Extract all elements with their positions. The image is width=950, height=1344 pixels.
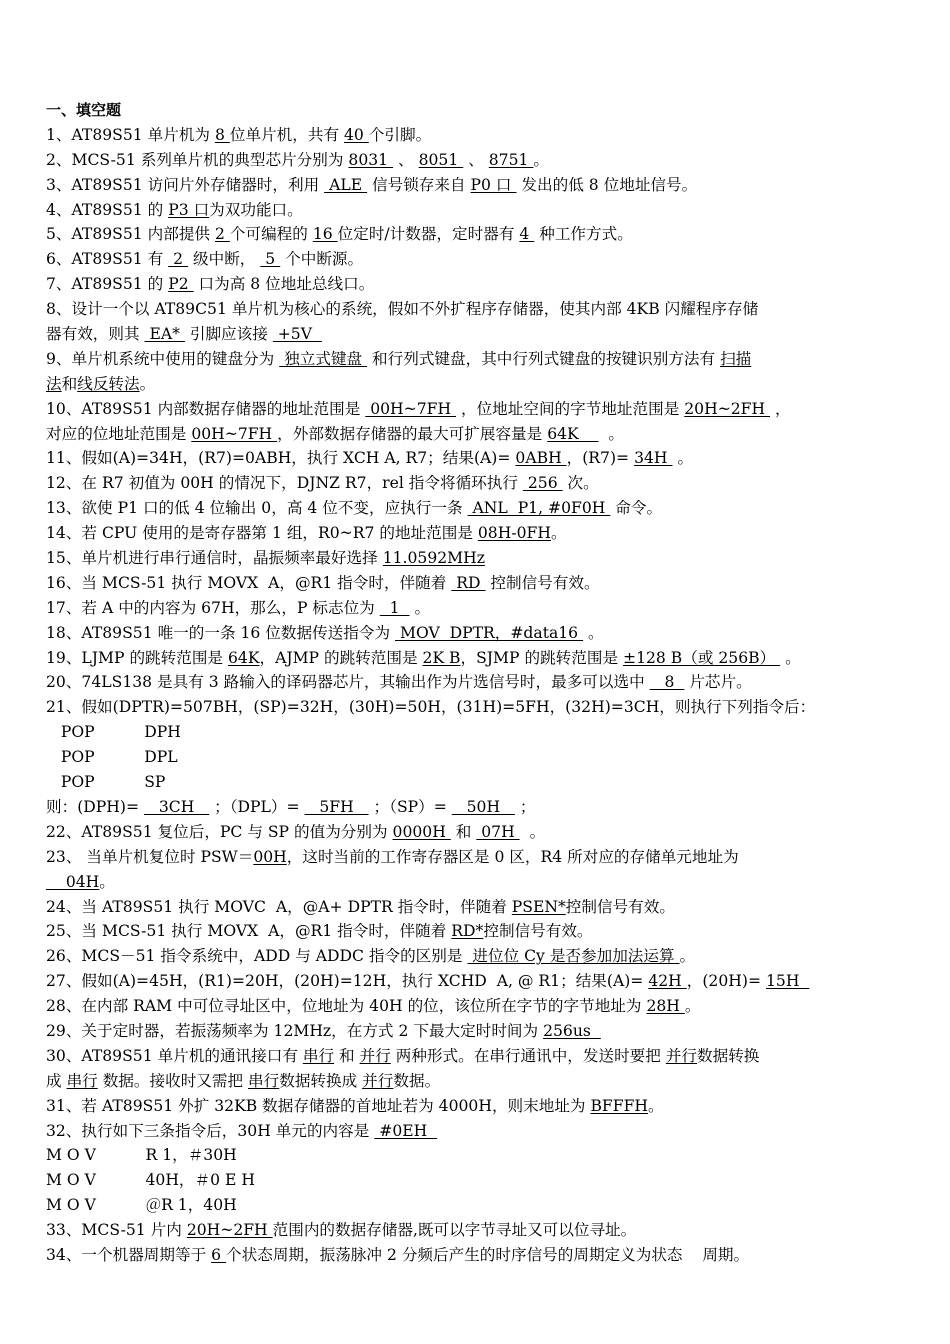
answer-blank: 并行: [359, 1046, 391, 1065]
answer-blank: 07H: [476, 822, 520, 841]
text-segment: 。: [519, 822, 546, 841]
text-segment: 位定时/计数器，定时器有: [337, 225, 520, 244]
text-segment: 位单片机，共有: [229, 125, 344, 144]
text-line: [46, 845, 908, 870]
text-segment: POP DPL: [46, 748, 178, 767]
text-segment: 种工作方式。: [534, 225, 633, 244]
text-segment: 控制信号有效。: [565, 897, 675, 916]
answer-blank: 28H: [646, 997, 685, 1016]
answer-blank: 11.0592MHz: [382, 549, 485, 568]
text-line: [46, 272, 908, 297]
text-segment: ，这时当前的工作寄存器区是 0 区，R4 所对应的存储单元地址为: [286, 847, 739, 866]
text-line: [46, 621, 908, 646]
section-title: 一、填空题: [46, 101, 122, 119]
answer-blank: ALE: [324, 175, 368, 194]
answer-blank: 15H: [765, 972, 810, 991]
text-line: [46, 1044, 908, 1069]
text-segment: 8、设计一个以 AT89C51 单片机为核心的系统，假如不外扩程序存储器，使其内部 4KB 闪耀程序存储: [46, 300, 759, 319]
text-segment: 。: [684, 997, 701, 1016]
text-segment: 片芯片。: [684, 673, 752, 692]
answer-blank: #0EH: [374, 1121, 438, 1140]
text-line: [46, 770, 908, 795]
answer-blank: 法: [46, 374, 62, 393]
text-segment: 33、MCS-51 片内: [46, 1221, 187, 1240]
text-line: [46, 795, 908, 820]
text-segment: ；（SP）=: [368, 797, 452, 816]
text-line: [46, 670, 908, 695]
answer-blank: 独立式键盘: [279, 349, 368, 368]
answer-blank: 0ABH: [515, 449, 567, 468]
answer-blank: RD*: [451, 922, 484, 941]
answer-blank: 00H~7FH: [365, 399, 457, 418]
text-segment: 数据。接收时又需把: [97, 1071, 249, 1090]
text-segment: 28、在内部 RAM 中可位寻址区中，位地址为 40H 的位，该位所在字节的字节地址为: [46, 997, 647, 1016]
text-line: [46, 422, 908, 447]
text-segment: ，(R7)=: [566, 449, 635, 468]
text-segment: 、: [463, 150, 489, 169]
answer-blank: 2K B: [422, 648, 461, 667]
text-segment: 34、一个机器周期等于: [46, 1245, 212, 1264]
text-line: [46, 1119, 908, 1144]
text-line: [46, 471, 908, 496]
text-segment: 和行列式键盘，其中行列式键盘的按键识别方法有: [367, 349, 721, 368]
text-line: [46, 646, 908, 671]
answer-blank: 20H~2FH: [186, 1221, 273, 1240]
text-line: [46, 720, 908, 745]
text-line: [46, 1094, 908, 1119]
text-segment: 2、MCS-51 系列单片机的典型芯片分别为: [46, 150, 349, 169]
text-segment: 级中断，: [188, 250, 261, 269]
text-segment: 23、 当单片机复位时 PSW＝: [46, 847, 254, 866]
text-line: [46, 297, 908, 322]
answer-blank: 3CH: [143, 797, 210, 816]
text-line: [46, 322, 908, 347]
text-line: [46, 123, 908, 148]
text-segment: 14、若 CPU 使用的是寄存器第 1 组，R0~R7 的地址范围是: [46, 524, 478, 543]
answer-blank: 256us: [543, 1021, 601, 1040]
text-segment: 31、若 AT89S51 外扩 32KB 数据存储器的首地址若为 4000H，则末地址为: [46, 1096, 591, 1115]
text-line: [46, 994, 908, 1019]
text-segment: ，AJMP 的跳转范围是: [259, 648, 423, 667]
text-segment: 范围内的数据存储器,既可以字节寻址又可以位寻址。: [272, 1221, 637, 1240]
answer-blank: RD: [451, 573, 486, 592]
text-segment: 两种形式。在串行通讯中，发送时要把: [390, 1046, 666, 1065]
text-line: [46, 1069, 908, 1094]
text-line: [46, 895, 908, 920]
text-segment: 27、假如(A)=45H，(R1)=20H，(20H)=12H，执行 XCHD A, @ R1；结果(A)=: [46, 972, 649, 991]
answer-blank: BFFFH: [590, 1096, 648, 1115]
text-segment: 个中断源。: [280, 250, 364, 269]
text-segment: 信号锁存来自: [367, 175, 471, 194]
text-segment: 数据转换: [697, 1046, 760, 1065]
text-segment: 24、当 AT89S51 执行 MOVC A，@A+ DPTR 指令时，伴随着: [46, 897, 512, 916]
answer-blank: 08H-0FH: [477, 524, 551, 543]
answer-blank: 8: [214, 125, 230, 144]
text-line: [46, 446, 908, 471]
text-segment: 控制信号有效。: [483, 922, 593, 941]
text-segment: ；（DPL）=: [209, 797, 305, 816]
text-segment: 。: [550, 524, 567, 543]
answer-blank: P3 口: [168, 200, 210, 219]
text-segment: 。: [672, 449, 694, 468]
answer-blank: 4: [519, 225, 535, 244]
text-line: [46, 1193, 908, 1218]
text-segment: ，外部数据存储器的最大可扩展容量是: [277, 424, 548, 443]
text-segment: ，SJMP 的跳转范围是: [460, 648, 623, 667]
text-line: [46, 1243, 908, 1268]
answer-blank: 00H: [253, 847, 287, 866]
answer-blank: 并行: [362, 1071, 394, 1090]
text-line: [46, 198, 908, 223]
text-segment: 4、AT89S51 的: [46, 200, 169, 219]
answer-blank: 16: [312, 225, 338, 244]
text-segment: 。: [780, 648, 801, 667]
text-segment: 发出的低 8 位地址信号。: [516, 175, 698, 194]
text-segment: 口为高 8 位地址总线口。: [193, 275, 375, 294]
text-segment: 。: [99, 872, 115, 891]
text-segment: 26、MCS－51 指令系统中，ADD 与 ADDC 指令的区别是: [46, 947, 468, 966]
text-segment: 个状态周期，振荡脉冲 2 分频后产生的时序信号的周期定义为状态 周期。: [226, 1245, 750, 1264]
text-segment: 。: [583, 623, 604, 642]
text-segment: 3、AT89S51 访问片外存储器时，利用: [46, 175, 325, 194]
text-segment: ，位地址空间的字节地址范围是: [456, 399, 685, 418]
text-segment: 为双功能口。: [209, 200, 303, 219]
text-segment: ，: [770, 399, 791, 418]
answer-blank: 42H: [648, 972, 687, 991]
text-segment: 和: [61, 374, 78, 393]
text-segment: 。: [409, 598, 431, 617]
text-segment: 32、执行如下三条指令后，30H 单元的内容是: [46, 1121, 375, 1140]
text-line: [46, 571, 908, 596]
text-line: [46, 870, 908, 895]
text-segment: ，(20H)=: [686, 972, 766, 991]
text-segment: 6、AT89S51 有: [46, 250, 169, 269]
answer-blank: 34H: [634, 449, 673, 468]
text-line: [46, 820, 908, 845]
text-line: [46, 919, 908, 944]
text-segment: 19、LJMP 的跳转范围是: [46, 648, 228, 667]
answer-blank: 20H~2FH: [684, 399, 771, 418]
answer-blank: 串行: [302, 1046, 335, 1065]
text-segment: 。: [533, 150, 550, 169]
text-segment: 和: [450, 822, 477, 841]
document-body: [46, 98, 908, 1268]
text-segment: 7、AT89S51 的: [46, 275, 169, 294]
answer-blank: EA*: [144, 325, 185, 344]
text-segment: 对应的位地址范围是: [46, 424, 192, 443]
text-segment: 21、假如(DPTR)=507BH，(SP)=32H，(30H)=50H，(31H)=5FH，(32H)=3CH，则执行下列指令后：: [46, 698, 816, 717]
answer-blank: 扫描: [720, 349, 752, 368]
text-line: [46, 372, 908, 397]
text-line: [46, 1143, 908, 1168]
answer-blank: ±128 B（或 256B）: [623, 648, 781, 667]
text-segment: 9、单片机系统中使用的键盘分为: [46, 349, 280, 368]
text-segment: 次。: [562, 474, 599, 493]
answer-blank: 04H: [46, 872, 100, 891]
answer-blank: +5V: [272, 325, 322, 344]
answer-blank: 8051: [418, 150, 464, 169]
text-line: [46, 1019, 908, 1044]
answer-blank: 64K: [547, 424, 599, 443]
text-segment: 。: [679, 947, 696, 966]
text-segment: 控制信号有效。: [485, 573, 600, 592]
text-line: [46, 347, 908, 372]
text-line: [46, 496, 908, 521]
text-segment: 13、欲使 P1 口的低 4 位输出 0，高 4 位不变，应执行一条: [46, 499, 468, 518]
text-segment: 器有效，则其: [46, 325, 145, 344]
text-segment: 15、单片机进行串行通信时，晶振频率最好选择: [46, 549, 383, 568]
answer-blank: 00H~7FH: [191, 424, 278, 443]
text-segment: 20、74LS138 是具有 3 路输入的译码器芯片，其输出作为片选信号时，最多可以选中: [46, 673, 650, 692]
answer-blank: ANL P1, #0F0H: [467, 499, 611, 518]
answer-blank: P2: [168, 275, 194, 294]
answer-blank: 线反转法: [77, 374, 140, 393]
text-segment: 成: [46, 1071, 67, 1090]
answer-blank: 进位位 Cy 是否参加加法运算: [467, 947, 680, 966]
text-line: [46, 173, 908, 198]
text-line: [46, 695, 908, 720]
text-segment: 个引脚。: [368, 125, 432, 144]
answer-blank: MOV DPTR，#data16: [395, 623, 584, 642]
text-segment: 个可编程的: [229, 225, 313, 244]
text-segment: 11、假如(A)=34H，(R7)=0ABH，执行 XCH A, R7；结果(A)=: [46, 449, 516, 468]
text-segment: 25、当 MCS-51 执行 MOVX A，@R1 指令时，伴随着: [46, 922, 452, 941]
answer-blank: 串行: [248, 1071, 280, 1090]
text-segment: ；: [514, 797, 536, 816]
text-segment: 和: [334, 1046, 360, 1065]
answer-blank: 5FH: [304, 797, 369, 816]
text-line: [46, 745, 908, 770]
text-line: [46, 944, 908, 969]
answer-blank: 2: [168, 250, 189, 269]
answer-blank: 1: [379, 598, 410, 617]
question-list: [46, 123, 908, 1268]
text-segment: 则：(DPH)=: [46, 797, 144, 816]
text-line: [46, 1168, 908, 1193]
text-line: [46, 546, 908, 571]
text-segment: 12、在 R7 初值为 00H 的情况下，DJNZ R7，rel 指令将循环执行: [46, 474, 523, 493]
answer-blank: 5: [260, 250, 281, 269]
text-segment: M O V 40H，＃0 E H: [46, 1171, 255, 1190]
text-segment: 。: [648, 1096, 664, 1115]
answer-blank: 64K: [227, 648, 260, 667]
answer-blank: 并行: [665, 1046, 698, 1065]
text-segment: 、: [393, 150, 419, 169]
text-segment: POP SP: [46, 773, 166, 792]
answer-blank: 256: [522, 474, 563, 493]
text-segment: 引脚应该接: [184, 325, 273, 344]
answer-blank: P0 口: [470, 175, 517, 194]
text-segment: 16、当 MCS-51 执行 MOVX A，@R1 指令时，伴随着: [46, 573, 452, 592]
answer-blank: 0000H: [392, 822, 451, 841]
text-segment: M O V ＠R 1，40H: [46, 1196, 237, 1215]
text-line: [46, 1218, 908, 1243]
answer-blank: 2: [214, 225, 230, 244]
text-segment: 22、AT89S51 复位后，PC 与 SP 的值为分别为: [46, 822, 393, 841]
text-line: [46, 969, 908, 994]
text-line: [46, 596, 908, 621]
text-segment: 30、AT89S51 单片机的通讯接口有: [46, 1046, 303, 1065]
text-segment: 数据转换成: [279, 1071, 363, 1090]
text-segment: POP DPH: [46, 723, 181, 742]
answer-blank: 50H: [451, 797, 515, 816]
text-segment: 。: [598, 424, 625, 443]
answer-blank: 6: [211, 1245, 227, 1264]
answer-blank: 8: [649, 673, 685, 692]
answer-blank: PSEN*: [511, 897, 566, 916]
text-line: [46, 148, 908, 173]
answer-blank: 40: [344, 125, 369, 144]
text-line: [46, 222, 908, 247]
text-segment: 29、关于定时器，若振荡频率为 12MHz，在方式 2 下最大定时时间为: [46, 1021, 544, 1040]
text-segment: 10、AT89S51 内部数据存储器的地址范围是: [46, 399, 366, 418]
answer-blank: 8031: [348, 150, 394, 169]
answer-blank: 8751: [488, 150, 534, 169]
text-line: [46, 247, 908, 272]
text-line: [46, 397, 908, 422]
text-segment: 。: [139, 374, 156, 393]
text-segment: 5、AT89S51 内部提供: [46, 225, 215, 244]
text-segment: 1、AT89S51 单片机为: [46, 125, 215, 144]
text-segment: M O V R 1，＃30H: [46, 1146, 237, 1165]
answer-blank: 串行: [66, 1071, 98, 1090]
text-segment: 命令。: [610, 499, 663, 518]
text-segment: 18、AT89S51 唯一的一条 16 位数据传送指令为: [46, 623, 396, 642]
text-segment: 数据。: [393, 1071, 441, 1090]
text-segment: 17、若 A 中的内容为 67H，那么，P 标志位为: [46, 598, 380, 617]
text-line: [46, 521, 908, 546]
